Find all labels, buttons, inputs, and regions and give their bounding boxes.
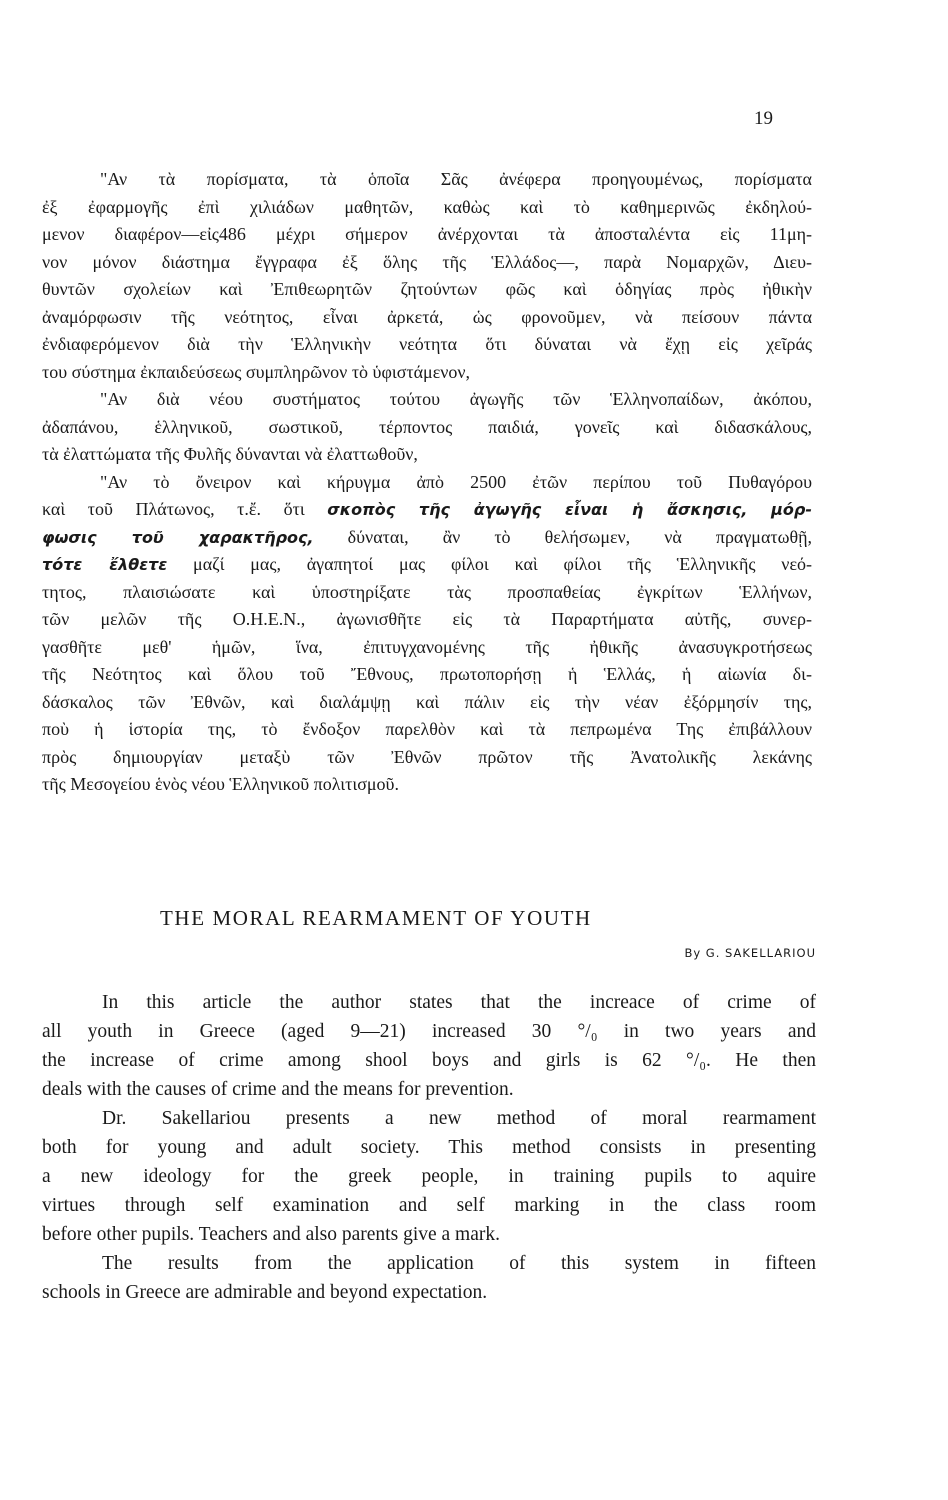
- text-segment: τὰ ἐλαττώματα τῆς Φυλῆς δύνανται νὰ ἐλαττωθοῦν,: [42, 444, 418, 464]
- text-segment: ἐνδιαφερόμενον διὰ τὴν Ἑλληνικὴν νεότητα ὅτι δύναται νὰ ἔχῃ εἰς χεῖράς: [42, 334, 812, 354]
- text-segment: ποὺ ἡ ἱστορία της, τὸ ἔνδοξον παρελθὸν καὶ τὰ πεπρωμένα Της ἐπιβάλλουν: [42, 719, 812, 739]
- text-line: [42, 744, 812, 772]
- author-byline: By G. SAKELLARIOU: [684, 946, 816, 960]
- text-line: [42, 276, 812, 304]
- text-line: schools in Greece are admirable and beyond expectation.: [42, 1282, 488, 1303]
- text-line: [42, 166, 812, 194]
- emphasized-text: σκοπὸς τῆς ἀγωγῆς εἶναι ἡ ἄσκησις, μόρ-: [327, 500, 812, 519]
- text-line: before other pupils. Teachers and also parents give a mark.: [42, 1224, 500, 1245]
- text-segment: πρὸς δημιουργίαν μεταξὺ τῶν Ἐθνῶν πρῶτον τῆς Ἀνατολικῆς λεκάνης: [42, 746, 812, 767]
- text-line: [42, 606, 812, 634]
- text-line: The results from the application of this system in fifteen: [102, 1253, 816, 1274]
- text-line: [42, 359, 812, 387]
- text-segment: τῶν μελῶν τῆς Ο.Η.Ε.Ν., ἀγωνισθῆτε εἰς τὰ Παραρτήματα αὐτῆς, συνερ-: [42, 609, 812, 629]
- text-segment: ἀδαπάνου, ἑλληνικοῦ, σωστικοῦ, τέρποντος παιδιά, γονεῖς καὶ διδασκάλους,: [42, 416, 812, 437]
- text-line: [42, 661, 812, 689]
- text-segment: ἐξ ἐφαρμογῆς ἐπὶ χιλιάδων μαθητῶν, καθὼς καὶ τὸ καθημερινῶς ἐκδηλού-: [42, 196, 812, 217]
- english-summary: [42, 988, 816, 1307]
- text-line: [42, 249, 812, 277]
- text-line: virtues through self examination and self marking in the class room: [42, 1195, 816, 1216]
- text-line: [42, 634, 812, 662]
- text-segment: θυντῶν σχολείων καὶ Ἐπιθεωρητῶν ζητούντων φῶς καὶ ὁδηγίας πρὸς ἠθικὴν: [42, 279, 812, 299]
- text-line: [42, 716, 812, 744]
- text-line: all youth in Greece (aged 9—21) increased 30 °/₀ in two years and: [42, 1021, 816, 1042]
- text-line: deals with the causes of crime and the means for prevention.: [42, 1079, 514, 1100]
- text-segment: νον μόνον διάστημα ἔγγραφα ἐξ ὅλης τῆς Ἑλλάδος—, παρὰ Νομαρχῶν, Διευ-: [42, 251, 812, 272]
- text-line: [42, 194, 812, 222]
- text-segment: "Αν τὰ πορίσματα, τὰ ὁποῖα Σᾶς ἀνέφερα προηγουμένως, πορίσματα: [100, 169, 812, 189]
- text-segment: δάσκαλος τῶν Ἐθνῶν, καὶ διαλάμψῃ καὶ πάλιν εἰς τὴν νέαν ἐξόρμησίν της,: [42, 691, 812, 712]
- text-segment: "Αν τὸ ὄνειρον καὶ κήρυγμα ἀπὸ 2500 ἐτῶν περίπου τοῦ Πυθαγόρου: [100, 471, 812, 492]
- text-line: [42, 469, 812, 497]
- text-segment: καὶ τοῦ Πλάτωνος, τ.ἔ. ὅτι: [42, 499, 328, 519]
- text-segment: τητος, πλαισιώσατε καὶ ὑποστηρίξατε τὰς προσπαθείας ἐγκρίτων Ἑλλήνων,: [42, 581, 812, 602]
- text-segment: μενον διαφέρον—εἰς486 μέχρι σήμερον ἀνέρχονται τὰ ἀποσταλέντα εἰς 11μη-: [42, 224, 812, 244]
- emphasized-text: τότε ἔλθετε: [42, 555, 168, 574]
- text-line: both for young and adult society. This method consists in presenting: [42, 1137, 816, 1158]
- text-line: [42, 441, 812, 469]
- text-segment: μαζί μας, ἀγαπητοί μας φίλοι καὶ φίλοι τῆς Ἑλληνικῆς νεό-: [167, 554, 812, 574]
- text-line: the increase of crime among shool boys and girls is 62 °/₀. He then: [42, 1050, 816, 1071]
- text-line: [42, 331, 812, 359]
- page-number: 19: [754, 108, 773, 129]
- text-segment: "Αν διὰ νέου συστήματος τούτου ἀγωγῆς τῶν Ἑλληνοπαίδων, ἀκόπου,: [100, 389, 812, 409]
- text-segment: τῆς Νεότητος καὶ ὅλου τοῦ Ἔθνους, πρωτοπορήσῃ ἡ Ἑλλάς, ἡ αἰωνία δι-: [42, 664, 812, 684]
- text-line: a new ideology for the greek people, in training pupils to aquire: [42, 1166, 816, 1187]
- text-line: [42, 221, 812, 249]
- text-segment: τῆς Μεσογείου ἑνὸς νέου Ἑλληνικοῦ πολιτισμοῦ.: [42, 774, 399, 794]
- text-line: [42, 551, 812, 579]
- text-line: [42, 496, 812, 524]
- text-line: [42, 771, 812, 799]
- text-line: [42, 386, 812, 414]
- emphasized-text: φωσις τοῦ χαρακτῆρος,: [42, 527, 314, 547]
- text-line: [42, 524, 812, 552]
- greek-text-body: [42, 166, 812, 799]
- text-segment: ἀναμόρφωσιν τῆς νεότητος, εἶναι ἀρκετά, ὡς φρονοῦμεν, νὰ πείσουν πάντα: [42, 306, 812, 327]
- text-line: [42, 304, 812, 332]
- text-line: Dr. Sakellariou presents a new method of moral rearmament: [102, 1108, 816, 1129]
- text-line: [42, 414, 812, 442]
- text-line: In this article the author states that the increace of crime of: [102, 992, 816, 1013]
- text-line: [42, 579, 812, 607]
- text-segment: δύναται, ἂν τὸ θελήσωμεν, νὰ πραγματωθῇ,: [313, 526, 813, 547]
- text-segment: γασθῆτε μεθ' ἡμῶν, ἵνα, ἐπιτυγχανομένης τῆς ἠθικῆς ἀνασυγκροτήσεως: [42, 636, 812, 657]
- text-line: [42, 689, 812, 717]
- article-title: THE MORAL REARMAMENT OF YOUTH: [160, 906, 592, 930]
- text-segment: του σύστημα ἐκπαιδεύσεως συμπληρῶνον τὸ ὑφιστάμενον,: [42, 361, 471, 382]
